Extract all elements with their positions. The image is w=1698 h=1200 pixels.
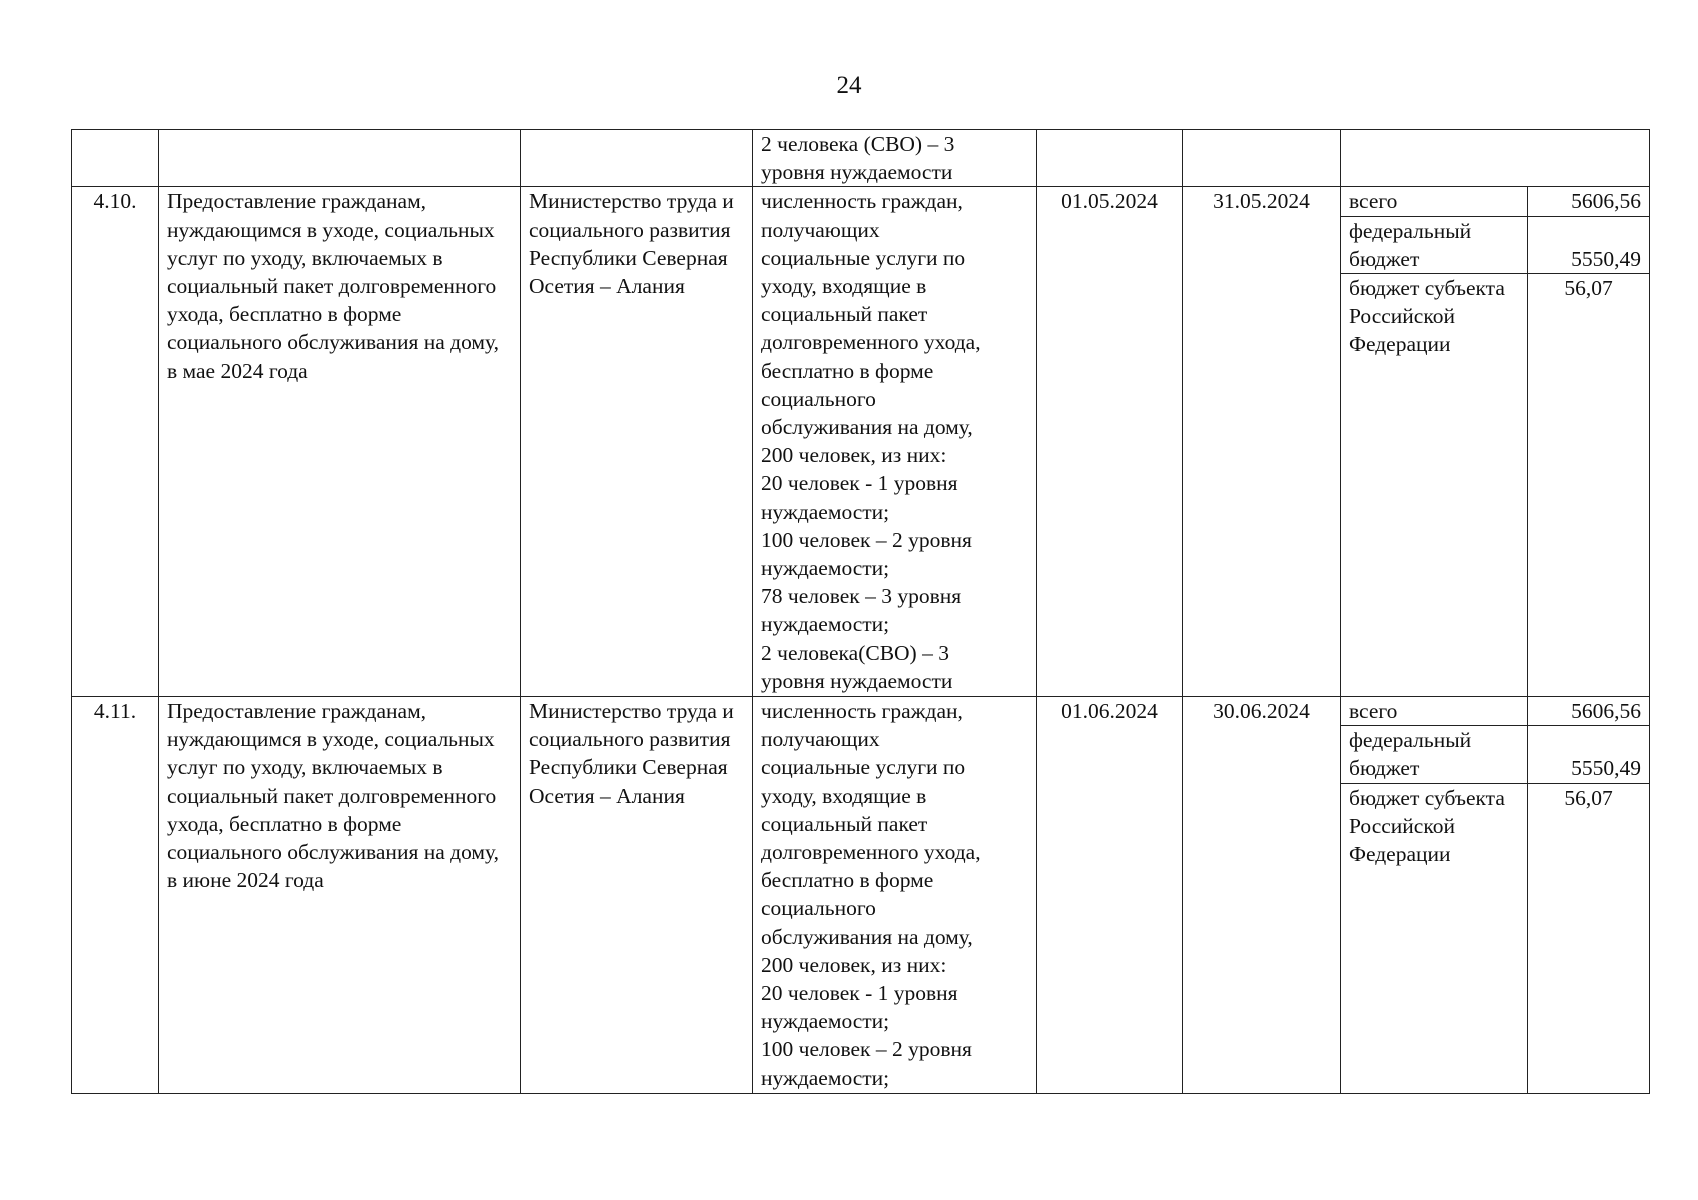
finance-label: федеральный бюджет [1341, 217, 1528, 273]
result-line: 20 человек - 1 уровня [761, 471, 958, 496]
finance-cell [1341, 187, 1650, 697]
result-line: нуждаемости; [761, 499, 890, 524]
result-line: обслуживания на дому, [761, 924, 973, 949]
result-line: социального [761, 896, 876, 921]
result-line: численность граждан, [761, 699, 963, 724]
finance-regional-row [1341, 274, 1649, 696]
result-line: 20 человек - 1 уровня [761, 981, 958, 1006]
executor-text: Министерство труда и социального развития Республики Северная Осетия – Алания [521, 187, 753, 697]
result-line: социальный пакет [761, 811, 928, 836]
result-line: 100 человек – 2 уровня [761, 527, 972, 552]
row-number: 4.11. [72, 697, 159, 1094]
carry-end-cell [1183, 130, 1341, 187]
finance-cell [1341, 697, 1650, 1094]
result-line: бесплатно в форме [761, 868, 934, 893]
finance-value: 56,07 [1564, 276, 1613, 301]
carry-start-cell [1037, 130, 1183, 187]
result-line: 78 человек – 3 уровня [761, 584, 962, 609]
result-line: нуждаемости; [761, 612, 890, 637]
finance-value: 56,07 [1564, 785, 1613, 810]
start-date: 01.05.2024 [1037, 187, 1183, 697]
finance-value: 5606,56 [1571, 189, 1641, 214]
result-line: 2 человека(СВО) – 3 [761, 640, 949, 665]
result-line: 100 человек – 2 уровня [761, 1037, 972, 1062]
end-date: 30.06.2024 [1183, 697, 1341, 1094]
result-cell [753, 187, 1037, 697]
carry-num-cell [72, 130, 159, 187]
finance-label: всего [1341, 187, 1528, 215]
result-line: уходу, входящие в [761, 274, 927, 299]
result-line: нуждаемости; [761, 556, 890, 581]
result-line: 200 человек, из них: [761, 952, 947, 977]
result-line: долговременного ухода, [761, 330, 981, 355]
result-line: социальные услуги по [761, 755, 966, 780]
carry-activity-cell [159, 130, 521, 187]
page-number: 24 [836, 72, 862, 99]
result-line: нуждаемости; [761, 1009, 890, 1034]
table-row [72, 187, 1650, 697]
activity-text: Предоставление гражданам, нуждающимся в уходе, социальных услуг по уходу, включаемых в социальный пакет долговременного ухода, бесплатно в форме социального обслуживания на дому, в июне 2024 года [159, 697, 521, 1094]
finance-federal-row [1341, 217, 1649, 274]
result-line: уходу, входящие в [761, 783, 927, 808]
finance-total-row [1341, 187, 1649, 216]
finance-regional-row [1341, 784, 1649, 1093]
finance-total-row [1341, 697, 1649, 726]
carry-over-row [72, 130, 1650, 187]
finance-value: 5606,56 [1571, 699, 1641, 724]
result-line: социального [761, 386, 876, 411]
finance-federal-row [1341, 726, 1649, 783]
result-line: получающих [761, 727, 880, 752]
result-line: обслуживания на дому, [761, 415, 973, 440]
result-line: 2 человека (СВО) – 3 [761, 132, 955, 156]
result-cell [753, 697, 1037, 1094]
carry-executor-cell [521, 130, 753, 187]
finance-value: 5550,49 [1571, 756, 1641, 781]
result-line: бесплатно в форме [761, 358, 934, 383]
executor-text: Министерство труда и социального развития Республики Северная Осетия – Алания [521, 697, 753, 1094]
carry-finance-cell [1341, 130, 1650, 187]
row-number: 4.10. [72, 187, 159, 697]
finance-label: бюджет субъекта Российской Федерации [1341, 784, 1528, 1093]
result-line: социальный пакет [761, 302, 928, 327]
finance-label: бюджет субъекта Российской Федерации [1341, 274, 1528, 696]
finance-label: федеральный бюджет [1341, 726, 1528, 782]
finance-value: 5550,49 [1571, 246, 1641, 271]
result-line: долговременного ухода, [761, 840, 981, 865]
result-line: нуждаемости; [761, 1065, 890, 1090]
finance-label: всего [1341, 697, 1528, 725]
activities-table [71, 129, 1650, 1094]
end-date: 31.05.2024 [1183, 187, 1341, 697]
result-line: уровня нуждаемости [761, 668, 953, 693]
result-line: 200 человек, из них: [761, 443, 947, 468]
result-line: социальные услуги по [761, 245, 966, 270]
table-row [72, 697, 1650, 1094]
result-line: численность граждан, [761, 189, 963, 214]
carry-result-cell [753, 130, 1037, 187]
start-date: 01.06.2024 [1037, 697, 1183, 1094]
result-line: уровня нуждаемости [761, 160, 953, 185]
activity-text: Предоставление гражданам, нуждающимся в уходе, социальных услуг по уходу, включаемых в социальный пакет долговременного ухода, бесплатно в форме социального обслуживания на дому, в мае 2024 года [159, 187, 521, 697]
result-line: получающих [761, 217, 880, 242]
